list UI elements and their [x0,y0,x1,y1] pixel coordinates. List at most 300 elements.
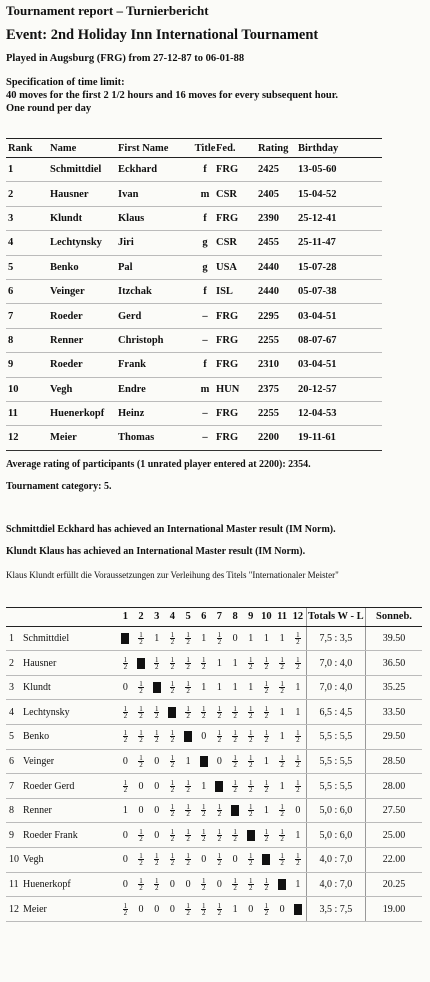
player-rank: 7 [9,780,14,792]
half-point: $\frac{1}{2}$ [139,704,143,720]
half-point: $\frac{1}{2}$ [249,803,253,819]
half-point: $\frac{1}{2}$ [296,778,300,794]
cell-sonneb: 25.00 [365,823,422,848]
player-name: Vegh [23,854,44,866]
cell-totals: 3,5 : 7,5 [306,897,365,922]
cell-result [212,725,228,750]
cell-title: f [194,353,216,377]
players-table [6,138,382,451]
cell-player [6,823,118,848]
cell-first-name: Klaus [118,206,194,230]
self-block-icon [137,658,145,669]
half-point: $\frac{1}{2}$ [170,630,175,646]
cell-result: 1 [259,749,275,774]
cell-result [259,848,275,873]
cell-first-name: Pal [118,255,194,279]
half-point: $\frac{1}{2}$ [264,876,269,892]
half-point: $\frac{1}{2}$ [280,680,284,696]
self-block-icon [215,781,223,792]
column-header-opponent: 4 [165,607,181,626]
cell-result [259,897,275,922]
cell-result: 0 [118,823,134,848]
half-point: $\frac{1}{2}$ [154,876,159,892]
cell-result [149,725,165,750]
cell-result [118,725,134,750]
cell-federation: HUN [216,377,258,401]
cell-result [133,675,149,700]
time-limit-rule: 40 moves for the first 2 1/2 hours and 16 moves for every subsequent hour. [6,90,339,101]
half-point: $\frac{1}{2}$ [233,827,237,843]
cell-first-name: Itzchak [118,279,194,303]
half-point: $\frac{1}{2}$ [154,704,159,720]
table-row [6,700,422,725]
cell-federation: FRG [216,401,258,425]
cell-result: 0 [133,774,149,799]
table-row [6,206,382,230]
cell-result: 0 [118,749,134,774]
player-rank: 1 [9,632,14,644]
half-point: $\frac{1}{2}$ [186,704,190,720]
cell-player [6,798,118,823]
cell-result: 0 [227,626,243,651]
cell-player [6,749,118,774]
half-point: $\frac{1}{2}$ [233,778,237,794]
half-point: $\frac{1}{2}$ [123,704,128,720]
cell-name: Veinger [50,279,118,303]
cell-birthday: 13-05-60 [298,158,382,182]
table-row [6,328,382,352]
column-header-opponent: 2 [133,607,149,626]
cell-result [118,774,134,799]
player-name: Huenerkopf [23,878,71,890]
cell-federation: CSR [216,182,258,206]
cell-rank: 7 [6,304,50,328]
half-point: $\frac{1}{2}$ [123,655,128,671]
cell-result: 0 [196,725,212,750]
half-point: $\frac{1}{2}$ [280,655,284,671]
column-header-opponent: 12 [290,607,306,626]
cell-result [165,700,181,725]
table-row [6,725,422,750]
column-header-totals: Totals W - L [306,607,365,626]
cell-result [212,897,228,922]
table-row [6,377,382,401]
player-rank: 10 [9,854,19,866]
cell-rank: 1 [6,158,50,182]
cell-sonneb: 33.50 [365,700,422,725]
half-point: $\frac{1}{2}$ [201,803,206,819]
cell-rank: 10 [6,377,50,401]
half-point: $\frac{1}{2}$ [123,729,128,745]
player-name: Benko [23,731,50,743]
cell-result: 0 [196,848,212,873]
cell-result [180,798,196,823]
cell-rating: 2255 [258,328,298,352]
half-point: $\frac{1}{2}$ [280,852,284,868]
players-header-row [6,139,382,158]
half-point: $\frac{1}{2}$ [249,778,253,794]
cell-result [227,774,243,799]
cell-result: 0 [290,798,306,823]
player-rank: 2 [9,657,14,669]
cell-name: Roeder [50,353,118,377]
cell-result: 1 [274,774,290,799]
column-header-birthday: Birthday [298,139,382,158]
cell-result [165,626,181,651]
cell-totals: 7,5 : 3,5 [306,626,365,651]
half-point: $\frac{1}{2}$ [154,729,159,745]
played-info: Played in Augsburg (FRG) from 27-12-87 to 06-01-88 [6,53,245,64]
cell-result [259,823,275,848]
column-header-opponent: 6 [196,607,212,626]
half-point: $\frac{1}{2}$ [264,729,269,745]
cell-result [274,872,290,897]
cell-title: g [194,231,216,255]
half-point: $\frac{1}{2}$ [217,901,222,917]
player-name: Renner [23,805,52,817]
half-point: $\frac{1}{2}$ [170,852,175,868]
cell-result [196,651,212,676]
half-point: $\frac{1}{2}$ [201,827,206,843]
norm-note-2: Klundt Klaus has achieved an International Master result (IM Norm). [6,545,306,557]
half-point: $\frac{1}{2}$ [249,852,253,868]
cell-player [6,725,118,750]
cell-result [274,848,290,873]
cell-result [180,626,196,651]
cell-rank: 9 [6,353,50,377]
cell-totals: 5,5 : 5,5 [306,725,365,750]
cell-birthday: 20-12-57 [298,377,382,401]
cell-sonneb: 36.50 [365,651,422,676]
cell-totals: 5,5 : 5,5 [306,749,365,774]
cell-result [165,848,181,873]
cell-result: 0 [165,897,181,922]
half-point: $\frac{1}{2}$ [139,680,143,696]
half-point: $\frac{1}{2}$ [170,753,175,769]
cell-sonneb: 28.50 [365,749,422,774]
cell-result: 0 [149,774,165,799]
table-row [6,749,422,774]
cell-result: 1 [227,675,243,700]
cell-result: 1 [259,798,275,823]
cell-player [6,700,118,725]
half-point: $\frac{1}{2}$ [201,901,206,917]
cell-sonneb: 29.50 [365,725,422,750]
self-block-icon [247,830,255,841]
cell-result [227,725,243,750]
cell-birthday: 25-12-41 [298,206,382,230]
half-point: $\frac{1}{2}$ [249,876,253,892]
cell-title: g [194,255,216,279]
self-block-icon [168,707,176,718]
cell-totals: 5,5 : 5,5 [306,774,365,799]
cell-rank: 4 [6,231,50,255]
player-name: Roeder Gerd [23,780,75,792]
table-row [6,401,382,425]
table-row [6,774,422,799]
half-point: $\frac{1}{2}$ [186,655,190,671]
cell-name: Meier [50,426,118,450]
table-row [6,651,422,676]
table-row [6,848,422,873]
cell-result [259,651,275,676]
cell-result [196,749,212,774]
column-header-opponent: 7 [212,607,228,626]
cell-result [180,700,196,725]
half-point: $\frac{1}{2}$ [170,655,175,671]
cell-player [6,651,118,676]
half-point: $\frac{1}{2}$ [296,630,300,646]
cell-rating: 2390 [258,206,298,230]
cell-result: 0 [133,897,149,922]
column-header-player [6,607,118,626]
cell-result [149,675,165,700]
cell-totals: 7,0 : 4,0 [306,675,365,700]
cell-name: Huenerkopf [50,401,118,425]
half-point: $\frac{1}{2}$ [264,827,269,843]
cell-title: m [194,182,216,206]
self-block-icon [262,854,270,865]
cell-player [6,848,118,873]
cell-totals: 4,0 : 7,0 [306,872,365,897]
time-limit [6,76,424,115]
cell-sonneb: 28.00 [365,774,422,799]
cell-result [180,774,196,799]
cell-totals: 4,0 : 7,0 [306,848,365,873]
half-point: $\frac{1}{2}$ [186,630,190,646]
column-header-opponent: 10 [259,607,275,626]
cell-result [180,675,196,700]
half-point: $\frac{1}{2}$ [139,876,143,892]
cell-first-name: Ivan [118,182,194,206]
half-point: $\frac{1}{2}$ [201,655,206,671]
cell-result [133,823,149,848]
cell-result: 1 [274,626,290,651]
cell-title: f [194,158,216,182]
half-point: $\frac{1}{2}$ [139,729,143,745]
cell-birthday: 08-07-67 [298,328,382,352]
half-point: $\frac{1}{2}$ [170,827,175,843]
table-row [6,304,382,328]
cell-result: 1 [259,626,275,651]
half-point: $\frac{1}{2}$ [249,753,253,769]
cell-result [290,848,306,873]
table-row [6,353,382,377]
half-point: $\frac{1}{2}$ [249,655,253,671]
cell-result: 0 [212,872,228,897]
half-point: $\frac{1}{2}$ [296,729,300,745]
cell-result [212,626,228,651]
half-point: $\frac{1}{2}$ [170,680,175,696]
half-point: $\frac{1}{2}$ [264,704,269,720]
table-row [6,158,382,182]
self-block-icon [231,805,239,816]
cell-federation: USA [216,255,258,279]
half-point: $\frac{1}{2}$ [201,876,206,892]
cell-rank: 12 [6,426,50,450]
table-row [6,675,422,700]
cell-name: Lechtynsky [50,231,118,255]
cell-birthday: 05-07-38 [298,279,382,303]
cell-result [118,897,134,922]
half-point: $\frac{1}{2}$ [170,778,175,794]
half-point: $\frac{1}{2}$ [154,852,159,868]
player-rank: 11 [9,878,19,890]
half-point: $\frac{1}{2}$ [170,803,175,819]
cell-result [165,675,181,700]
cell-result [243,848,259,873]
half-point: $\frac{1}{2}$ [233,753,237,769]
cell-name: Renner [50,328,118,352]
cell-result [118,700,134,725]
player-name: Hausner [23,657,57,669]
cell-result [196,798,212,823]
cell-first-name: Heinz [118,401,194,425]
norm-note-german: Klaus Klundt erfüllt die Voraussetzungen zur Verleihung des Titels "Internationaler Meister" [6,569,339,580]
cell-totals: 7,0 : 4,0 [306,651,365,676]
cell-result [274,651,290,676]
half-point: $\frac{1}{2}$ [249,729,253,745]
cell-totals: 5,0 : 6,0 [306,823,365,848]
cell-result: 1 [243,626,259,651]
cell-result: 0 [118,872,134,897]
cell-result: 1 [290,823,306,848]
cell-result: 1 [196,675,212,700]
player-name: Roeder Frank [23,829,78,841]
cell-result: 0 [180,872,196,897]
half-point: $\frac{1}{2}$ [264,680,269,696]
cell-result: 1 [180,749,196,774]
cell-rating: 2375 [258,377,298,401]
cell-result [227,823,243,848]
half-point: $\frac{1}{2}$ [139,753,143,769]
cell-name: Klundt [50,206,118,230]
cell-rating: 2255 [258,401,298,425]
cell-sonneb: 39.50 [365,626,422,651]
half-point: $\frac{1}{2}$ [123,901,128,917]
cell-title: – [194,328,216,352]
cell-result [165,774,181,799]
cell-birthday: 19-11-61 [298,426,382,450]
report-title: Tournament report – Turnierbericht [6,3,209,18]
cell-result: 1 [290,872,306,897]
half-point: $\frac{1}{2}$ [217,630,222,646]
half-point: $\frac{1}{2}$ [264,901,269,917]
cell-federation: FRG [216,304,258,328]
cell-result [243,872,259,897]
cell-first-name: Thomas [118,426,194,450]
half-point: $\frac{1}{2}$ [217,827,222,843]
cell-result [133,651,149,676]
half-point: $\frac{1}{2}$ [186,680,190,696]
cell-player [6,897,118,922]
cell-name: Schmittdiel [50,158,118,182]
column-header-first-name: First Name [118,139,194,158]
column-header-opponent: 5 [180,607,196,626]
average-rating: Average rating of participants (1 unrated player entered at 2200): 2354. [6,458,311,470]
cell-rating: 2440 [258,279,298,303]
self-block-icon [153,682,161,693]
cell-result [212,848,228,873]
cell-federation: FRG [216,426,258,450]
cell-federation: FRG [216,328,258,352]
cell-result [133,725,149,750]
cell-result: 0 [118,675,134,700]
cell-result [149,848,165,873]
cell-result [290,651,306,676]
self-block-icon [200,756,208,767]
cell-rating: 2425 [258,158,298,182]
cell-result: 0 [149,798,165,823]
player-name: Schmittdiel [23,632,70,644]
self-block-icon [121,633,129,644]
event-title: Event: 2nd Holiday Inn International Tournament [6,27,319,43]
cell-result: 0 [274,897,290,922]
cell-result: 0 [212,749,228,774]
cell-result [243,725,259,750]
cell-result [196,872,212,897]
cell-result [290,725,306,750]
self-block-icon [278,879,286,890]
half-point: $\frac{1}{2}$ [139,630,143,646]
cell-result [274,675,290,700]
table-row [6,872,422,897]
cell-result [149,651,165,676]
cell-title: f [194,279,216,303]
cell-result [259,700,275,725]
half-point: $\frac{1}{2}$ [233,704,237,720]
cell-player [6,626,118,651]
player-rank: 9 [9,829,14,841]
tournament-category: Tournament category: 5. [6,480,112,492]
cell-rating: 2295 [258,304,298,328]
player-name: Klundt [23,682,51,694]
cell-rank: 6 [6,279,50,303]
cell-result: 0 [133,798,149,823]
cell-result [180,823,196,848]
column-header-rating: Rating [258,139,298,158]
player-name: Meier [23,903,47,915]
column-header-federation: Fed. [216,139,258,158]
cell-rating: 2200 [258,426,298,450]
player-rank: 6 [9,755,14,767]
cell-result [259,725,275,750]
crosstable-header-row [6,607,422,626]
half-point: $\frac{1}{2}$ [154,655,159,671]
cell-federation: FRG [216,158,258,182]
cell-result: 1 [290,675,306,700]
column-header-opponent: 11 [274,607,290,626]
cell-result [243,798,259,823]
table-row [6,182,382,206]
column-header-name: Name [50,139,118,158]
cell-result [196,700,212,725]
half-point: $\frac{1}{2}$ [123,778,128,794]
table-row [6,897,422,922]
cell-name: Benko [50,255,118,279]
cell-result [290,774,306,799]
cell-rank: 11 [6,401,50,425]
player-rank: 3 [9,682,14,694]
cell-result: 1 [227,897,243,922]
cell-result [212,798,228,823]
half-point: $\frac{1}{2}$ [280,753,284,769]
cell-result [290,626,306,651]
table-row [6,798,422,823]
table-row [6,626,422,651]
half-point: $\frac{1}{2}$ [201,704,206,720]
cell-name: Hausner [50,182,118,206]
